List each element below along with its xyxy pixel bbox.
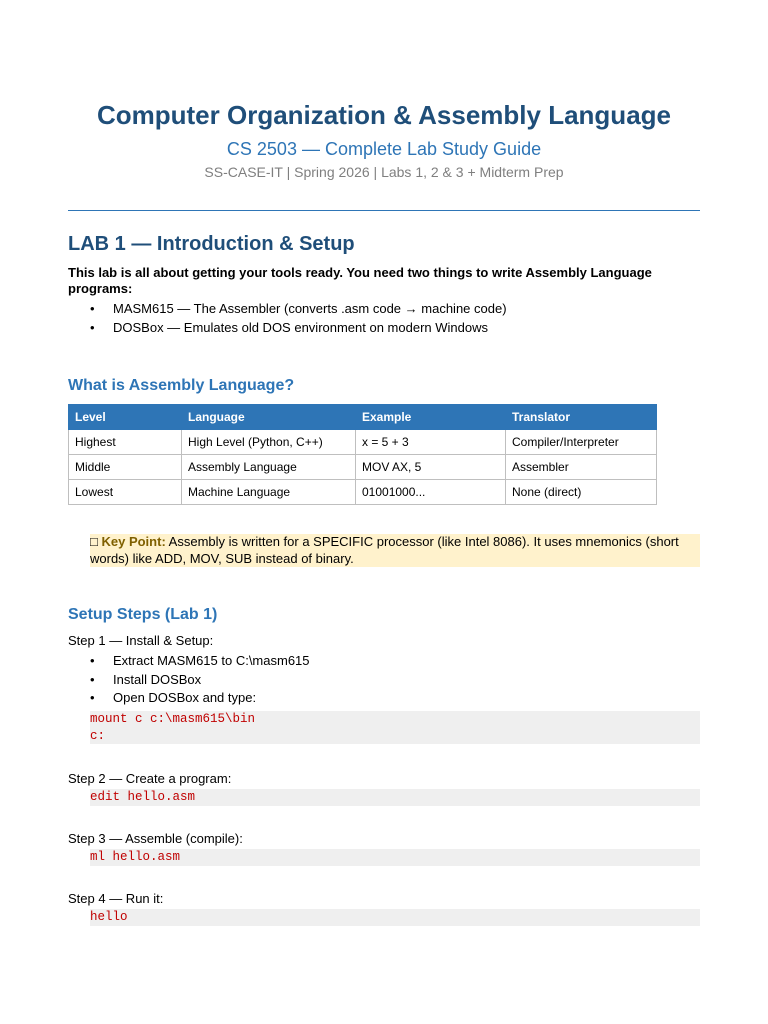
list-item: • Install DOSBox (90, 671, 310, 690)
code-line: hello (90, 910, 128, 924)
table-cell: Assembler (506, 455, 657, 480)
document-title: Computer Organization & Assembly Language (96, 100, 671, 130)
list-item: • MASM615 — The Assembler (converts .asm code → machine code) (90, 300, 507, 319)
code-line: c: (90, 728, 106, 743)
code-line: mount c c:\masm615\bin (90, 712, 256, 726)
header-divider (68, 210, 700, 211)
tools-list (90, 300, 507, 337)
lightbulb-icon: □ (90, 534, 98, 549)
language-levels-table (68, 404, 657, 505)
table-cell: High Level (Python, C++) (182, 430, 356, 455)
table-cell: Assembly Language (182, 455, 356, 480)
table-row (69, 455, 657, 480)
lab1-heading: LAB 1 — Introduction & Setup (68, 233, 355, 255)
key-point-label: Key Point: (101, 534, 166, 549)
table-cell: Machine Language (182, 480, 356, 505)
table-cell: Compiler/Interpreter (506, 430, 657, 455)
table-cell: None (direct) (506, 480, 657, 505)
column-header: Translator (506, 405, 657, 430)
table-cell: Lowest (69, 480, 182, 505)
document-meta: SS-CASE-IT | Spring 2026 | Labs 1, 2 & 3 + Midterm Prep (204, 164, 564, 180)
column-header: Example (356, 405, 506, 430)
list-item: • Extract MASM615 to C:\masm615 (90, 652, 310, 671)
key-point-callout (90, 534, 700, 567)
table-cell: 01001000... (356, 480, 506, 505)
table-cell: Highest (69, 430, 182, 455)
key-point-text: Assembly is written for a SPECIFIC processor (like Intel 8086). It uses mnemonics (short words) like ADD, MOV, SUB instead of binary. (90, 534, 679, 566)
step1-code-block (90, 711, 700, 744)
table-cell: x = 5 + 3 (356, 430, 506, 455)
step4-label: Step 4 — Run it: (68, 891, 164, 906)
lab1-intro: This lab is all about getting your tools ready. You need two things to write Assembly Language programs: (68, 265, 652, 296)
step3-code-block (90, 849, 700, 866)
step2-code-block (90, 789, 700, 806)
list-item: • DOSBox — Emulates old DOS environment on modern Windows (90, 319, 507, 338)
step2-label: Step 2 — Create a program: (68, 771, 232, 786)
code-line: ml hello.asm (90, 850, 181, 864)
table-row (69, 430, 657, 455)
step1-list (90, 652, 310, 708)
table-cell: MOV AX, 5 (356, 455, 506, 480)
what-is-heading: What is Assembly Language? (68, 377, 295, 394)
table-row (69, 480, 657, 505)
step3-label: Step 3 — Assemble (compile): (68, 831, 243, 846)
column-header: Language (182, 405, 356, 430)
table-cell: Middle (69, 455, 182, 480)
column-header: Level (69, 405, 182, 430)
list-item: • Open DOSBox and type: (90, 689, 310, 708)
code-line: edit hello.asm (90, 790, 196, 804)
document-subtitle: CS 2503 — Complete Lab Study Guide (226, 139, 542, 159)
setup-heading: Setup Steps (Lab 1) (68, 606, 218, 623)
step1-label: Step 1 — Install & Setup: (68, 633, 214, 648)
table-header-row (69, 405, 657, 430)
step4-code-block (90, 909, 700, 926)
